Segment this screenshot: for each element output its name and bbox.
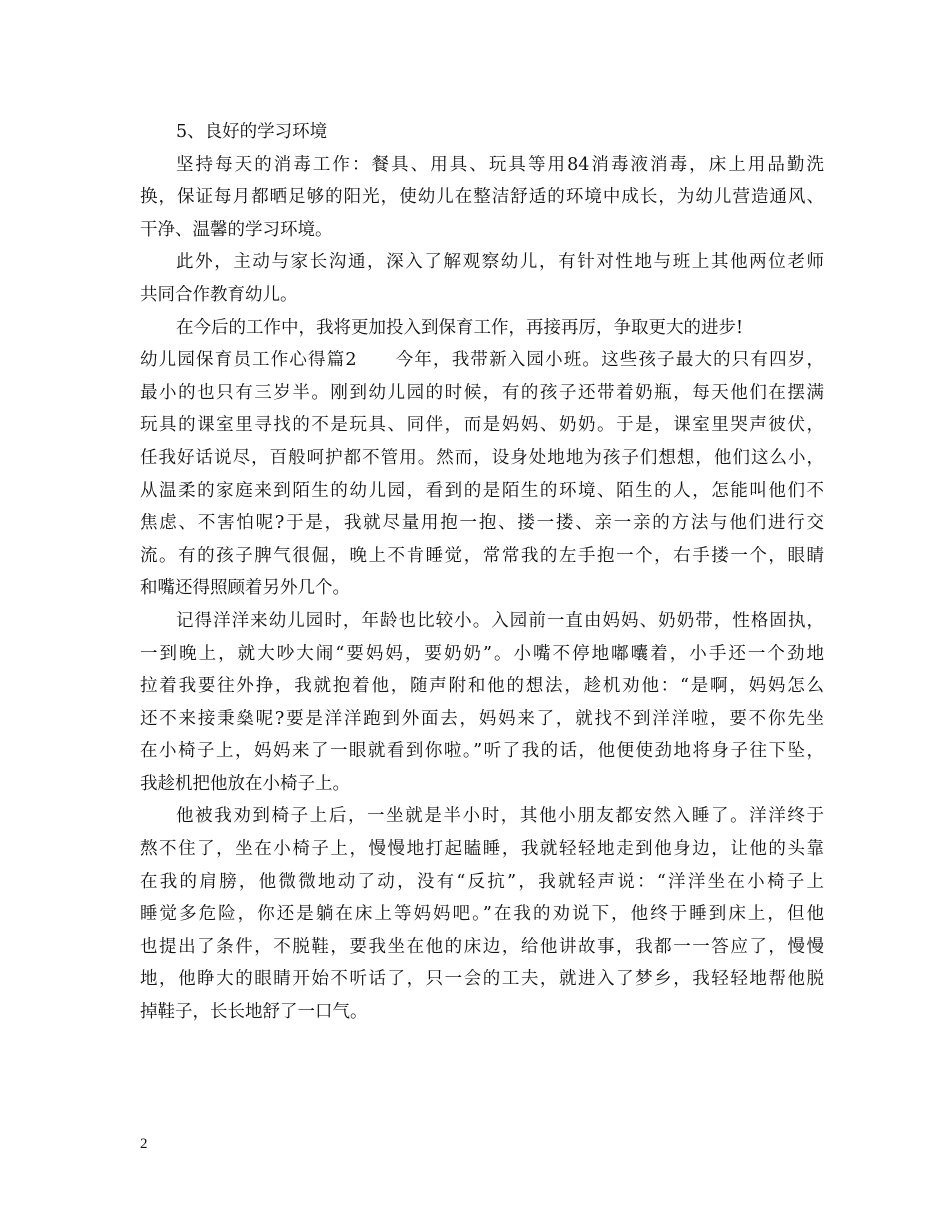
line-text: 在今后的工作中，我将更加投入到保育工作，再接再厉，争取更大的进步! <box>176 317 744 338</box>
document-body <box>140 116 824 1029</box>
text-line <box>140 409 824 442</box>
line-text: 流。有的孩子脾气很倔，晚上不肯睡觉，常常我的左手抱一个，右手搂一个，眼睛 <box>140 545 824 566</box>
text-line <box>140 931 824 964</box>
line-text: 和嘴还得照顾着另外几个。 <box>140 578 350 599</box>
line-text: 坚持每天的消毒工作：餐具、用具、玩具等用84消毒液消毒，床上用品勤洗 <box>176 154 824 175</box>
line-text: 5、良好的学习环境 <box>176 122 328 142</box>
text-line <box>140 344 824 377</box>
text-line <box>140 572 824 605</box>
text-line <box>140 833 824 866</box>
line-text-continued: 今年，我带新入园小班。这些孩子最大的只有四岁， <box>394 350 824 371</box>
text-line <box>140 279 824 312</box>
text-line <box>140 116 824 149</box>
text-line <box>140 670 824 703</box>
page-number: 2 <box>140 1136 148 1152</box>
line-text: 任我好话说尽，百般呵护都不管用。然而，设身处地地为孩子们想想，他们这么小， <box>140 447 824 468</box>
line-text: 换，保证每月都晒足够的阳光，使幼儿在整洁舒适的环境中成长，为幼儿营造通风、 <box>140 187 824 208</box>
text-line <box>140 442 824 475</box>
line-text: 掉鞋子，长长地舒了一口气。 <box>140 1002 368 1023</box>
line-text: 地，他睁大的眼睛开始不听话了，只一会的工夫，就进入了梦乡，我轻轻地帮他脱 <box>140 969 824 990</box>
line-text: 拉着我要往外挣，我就抱着他，随声附和他的想法，趁机劝他：“是啊，妈妈怎么 <box>140 676 824 697</box>
text-line <box>140 996 824 1029</box>
line-text: 我趁机把他放在小椅子上。 <box>140 773 350 794</box>
line-text: 还不来接秉燊呢?要是洋洋跑到外面去，妈妈来了，就找不到洋洋啦，要不你先坐 <box>140 708 824 729</box>
line-text: 熬不住了，坐在小椅子上，慢慢地打起瞌睡，我就轻轻地走到他身边，让他的头靠 <box>140 839 824 860</box>
line-text: 从温柔的家庭来到陌生的幼儿园，看到的是陌生的环境、陌生的人，怎能叫他们不 <box>140 480 824 501</box>
text-line <box>140 768 824 801</box>
text-line <box>140 507 824 540</box>
text-line <box>140 963 824 996</box>
line-text: 在我的肩膀，他微微地动了动，没有“反抗”，我就轻声说：“洋洋坐在小椅子上 <box>140 871 824 892</box>
line-text: 最小的也只有三岁半。刚到幼儿园的时候，有的孩子还带着奶瓶，每天他们在摆满 <box>140 382 824 403</box>
line-text: 干净、温馨的学习环境。 <box>140 219 333 240</box>
line-text: 玩具的课室里寻找的不是玩具、同伴，而是妈妈、奶奶。于是，课室里哭声彼伏， <box>140 415 824 436</box>
text-line <box>140 149 824 182</box>
text-line <box>140 866 824 899</box>
text-line <box>140 475 824 508</box>
line-text: 一到晚上，就大吵大闹“要妈妈，要奶奶”。小嘴不停地嘟囔着，小手还一个劲地 <box>140 643 824 664</box>
text-line <box>140 605 824 638</box>
text-line <box>140 735 824 768</box>
line-text: 他被我劝到椅子上后，一坐就是半小时，其他小朋友都安然入睡了。洋洋终于 <box>176 806 824 827</box>
line-text: 此外，主动与家长沟通，深入了解观察幼儿，有针对性地与班上其他两位老师 <box>176 252 824 273</box>
line-text: 共同合作教育幼儿。 <box>140 284 298 305</box>
text-line <box>140 214 824 247</box>
text-line <box>140 800 824 833</box>
line-text: 焦虑、不害怕呢?于是，我就尽量用抱一抱、搂一搂、亲一亲的方法与他们进行交 <box>140 513 824 534</box>
text-line <box>140 540 824 573</box>
line-text: 记得洋洋来幼儿园时，年龄也比较小。入园前一直由妈妈、奶奶带，性格固执， <box>176 610 824 631</box>
text-line <box>140 377 824 410</box>
line-text: 在小椅子上，妈妈来了一眼就看到你啦。”听了我的话，他便使劲地将身子往下坠， <box>140 741 824 762</box>
text-line <box>140 638 824 671</box>
text-line <box>140 703 824 736</box>
text-line <box>140 246 824 279</box>
line-text: 也提出了条件，不脱鞋，要我坐在他的床边，给他讲故事，我都一一答应了，慢慢 <box>140 936 824 957</box>
line-text: 睡觉多危险，你还是躺在床上等妈妈吧。”在我的劝说下，他终于睡到床上，但他 <box>140 904 824 925</box>
line-text: 幼儿园保育员工作心得篇2 <box>140 350 357 371</box>
text-line <box>140 312 824 345</box>
text-line <box>140 181 824 214</box>
text-line <box>140 898 824 931</box>
